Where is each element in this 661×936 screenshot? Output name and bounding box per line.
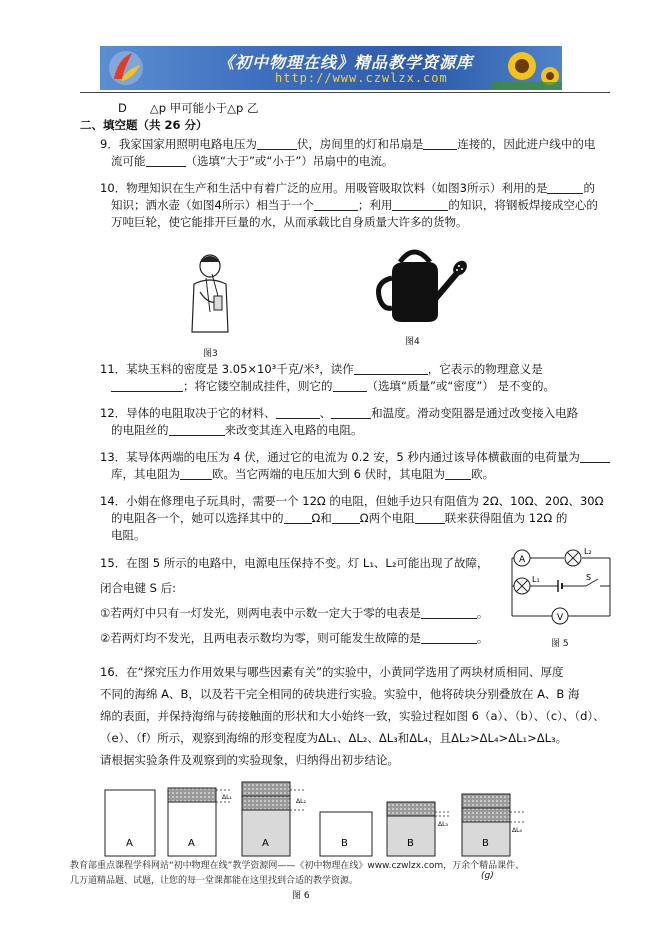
q10-text: 10．物理知识在生产和生活中有着广泛的应用。用吸管吸取饮料（如图3所示）利用的是 xyxy=(100,181,548,195)
q15-blank-fault xyxy=(421,631,477,644)
q15-line1: 15．在图 5 所示的电路中，电源电压保持不变。灯 L₁、L₂可能出现了故障， xyxy=(100,556,489,570)
sponge-b-d xyxy=(320,812,372,856)
header-banner xyxy=(100,46,562,90)
q11-text: ，它表示的物理意义是 xyxy=(427,362,543,376)
q12-text: 的电阻丝的 xyxy=(111,423,169,437)
q12-blank-2 xyxy=(331,406,371,419)
q13-blank-resistance xyxy=(180,467,212,480)
q11-line2 xyxy=(111,378,555,394)
q13-text: 欧。 xyxy=(471,467,495,481)
q12-line2 xyxy=(111,422,363,438)
q11-text: ；将它镂空制成挂件，则它的 xyxy=(183,379,333,393)
q13-line2 xyxy=(111,466,494,482)
q10-text: 的 xyxy=(583,181,595,195)
dl3-label: ΔL₃ xyxy=(438,821,448,828)
q14-line2 xyxy=(111,510,567,526)
q16-line3: 绵的表面，并保持海绵与砖接触面的形状和大小始终一致，实验过程如图 6（a）、（b）、（c）、（d）、 xyxy=(100,709,605,723)
q10-blank-3 xyxy=(392,198,448,211)
q10-line2 xyxy=(111,197,598,213)
q15-line4 xyxy=(100,630,488,646)
label-a-3: A xyxy=(262,838,269,849)
q9-text: （选填“大于”或“小于”）吊扇中的电流。 xyxy=(185,154,394,168)
q9-line1 xyxy=(100,136,595,152)
switch-label: S xyxy=(586,573,592,582)
q15-text: 。 xyxy=(476,631,489,645)
q14-line3: 电阻。 xyxy=(111,528,146,542)
q11-blank-quantity xyxy=(333,379,367,392)
q9-blank-connection xyxy=(423,137,457,150)
q15-line2: 闭合电键 S 后: xyxy=(100,581,176,595)
figure3-caption: 图3 xyxy=(203,349,218,359)
q14-blank-1 xyxy=(284,511,312,524)
q10-text: 知识；洒水壶（如图4所示）相当于一个 xyxy=(111,198,314,212)
q15-line3 xyxy=(100,605,488,621)
figure4-watering-can xyxy=(372,242,468,324)
q9-blank-compare xyxy=(146,154,186,167)
q13-text: 13．某导体两端的电压为 4 伏，通过它的电流为 0.2 安，5 秒内通过该导体横截面的电荷量为 xyxy=(100,450,580,464)
q14-text: 的电阻各一个，她可以选择其中的 xyxy=(111,511,284,525)
q9-text: 9．我家国家用照明电路电压为 xyxy=(100,137,257,151)
q10-text: ；利用 xyxy=(357,198,393,212)
q14-blank-2 xyxy=(332,511,360,524)
l2-label: L₂ xyxy=(584,547,592,556)
q13-blank-resistance2 xyxy=(445,467,471,480)
q14-text: Ω两个电阻 xyxy=(359,511,415,525)
ammeter-label: A xyxy=(519,555,526,565)
sponge-b-e xyxy=(387,816,435,856)
q9-blank-voltage xyxy=(257,137,297,150)
q16-line4: （e）、（f）所示，观察到海绵的形变程度为ΔL₁、ΔL₂、ΔL₃和ΔL₄，且ΔL₂>ΔL₄>ΔL₁>ΔL₃。 xyxy=(100,731,568,745)
q15-text: ②若两灯均不发光，且两电表示数均为零，则可能发生故障的是 xyxy=(100,631,421,645)
q10-blank-2 xyxy=(314,198,358,211)
q9-line2 xyxy=(111,153,393,169)
q15-blank-meter xyxy=(421,606,477,619)
q16-line1: 16．在“探究压力作用效果与哪些因素有关”的实验中，小黄同学选用了两块材质相同、厚度 xyxy=(100,665,564,679)
label-a-2: A xyxy=(188,838,195,849)
q10-line3: 万吨巨轮，使它能排开巨量的水，从而承载比自身质量大许多的货物。 xyxy=(111,215,468,229)
dl1-label: ΔL₁ xyxy=(222,794,232,801)
dl4-label: ΔL₄ xyxy=(512,827,522,834)
q14-text: 联来获得阻值为 12Ω 的 xyxy=(444,511,568,525)
q12-line1 xyxy=(100,405,578,421)
q14-text: Ω和 xyxy=(311,511,332,525)
figure6-sponges xyxy=(100,780,540,858)
q12-text: 和温度。滑动变阻器是通过改变接入电路 xyxy=(371,406,579,420)
section-title: 二、填空题（共 26 分） xyxy=(80,118,208,132)
q14-blank-3 xyxy=(415,511,445,524)
q13-text: 库，其电阻为 xyxy=(111,467,180,481)
brick-f2 xyxy=(462,808,510,822)
q14-line1: 14．小娟在修理电子玩具时，需要一个 12Ω 的电阻，但她手边只有阻值为 2Ω、10Ω、20Ω、30Ω xyxy=(100,494,604,508)
label-a-1: A xyxy=(126,838,133,849)
brick-c1 xyxy=(242,782,290,796)
banner-url: http://www.czwlzx.com xyxy=(275,71,448,85)
q16-line5: 请根据实验条件及观察到的实验现象，归纳得出初步结论。 xyxy=(100,753,399,767)
brick-c2 xyxy=(242,796,290,810)
figure4-caption: 图4 xyxy=(405,337,420,347)
figure6-caption: 图 6 xyxy=(292,891,310,901)
l1-label: L₁ xyxy=(532,575,540,584)
brick-b1 xyxy=(168,788,216,802)
label-b-3: B xyxy=(482,838,489,849)
q9-text: 流可能 xyxy=(111,154,146,168)
q13-line1 xyxy=(100,449,610,465)
q12-text: 、 xyxy=(319,406,332,420)
banner-title: 《初中物理在线》精品教学资源库 xyxy=(218,53,474,72)
q16-line2: 不同的海绵 A、B，以及若干完全相同的砖块进行实验。实验中，他将砖块分别叠放在 A、B 海 xyxy=(100,687,580,701)
sponge-a-c xyxy=(242,810,290,856)
q12-blank-1 xyxy=(276,406,320,419)
q11-blank-meaning xyxy=(111,379,183,392)
brick-e1 xyxy=(387,802,435,816)
q10-blank-1 xyxy=(547,181,583,194)
q12-blank-3 xyxy=(169,423,225,436)
option-d: D △p 甲可能小于△p 乙 xyxy=(118,101,259,115)
q13-text: 欧。当它两端的电压加大到 6 伏时，其电阻为 xyxy=(212,467,446,481)
q15-text: ①若两灯中只有一灯发光，则两电表中示数一定大于零的电表是 xyxy=(100,606,421,620)
header-divider xyxy=(80,92,610,93)
q11-blank-reading xyxy=(354,362,428,375)
brick-f1 xyxy=(462,794,510,808)
q13-blank-charge xyxy=(580,450,610,463)
q12-text: 来改变其连入电路的电阻。 xyxy=(224,423,363,437)
q11-text: （选填“质量”或“密度”） 是不变的。 xyxy=(366,379,555,393)
q11-text: 11．某块玉料的密度是 3.05×10³千克/米³，读作 xyxy=(100,362,354,376)
dl2-label: ΔL₂ xyxy=(296,798,306,805)
q9-text: 伏，房间里的灯和吊扇是 xyxy=(296,137,424,151)
site-logo-icon xyxy=(106,49,146,87)
footer-line1: 教育部重点课程学科网站“初中物理在线”教学资源网——《初中物理在线》www.czwlzx.com，万余个精品课件、 xyxy=(70,861,525,871)
q9-text: 连接的，因此进户线中的电 xyxy=(457,137,596,151)
q11-line1 xyxy=(100,361,543,377)
figure6-g-label: (g) xyxy=(481,871,494,881)
q10-line1 xyxy=(100,180,595,196)
figure5-caption: 图 5 xyxy=(551,639,569,649)
voltmeter-label: V xyxy=(557,613,564,623)
q12-text: 12．导体的电阻取决于它的材料、 xyxy=(100,406,276,420)
sunflower-decoration-icon xyxy=(492,46,562,90)
figure5-circuit xyxy=(500,546,620,630)
label-b-2: B xyxy=(407,838,414,849)
figure3-drinking-person xyxy=(180,252,240,342)
label-b-1: B xyxy=(341,838,348,849)
q10-text: 的知识，将钢板焊接成空心的 xyxy=(448,198,598,212)
q15-text: 。 xyxy=(476,606,489,620)
footer-line2: 几万道精品题、试题，让您的每一堂课都能在这里找到合适的教学资源。 xyxy=(70,876,359,886)
